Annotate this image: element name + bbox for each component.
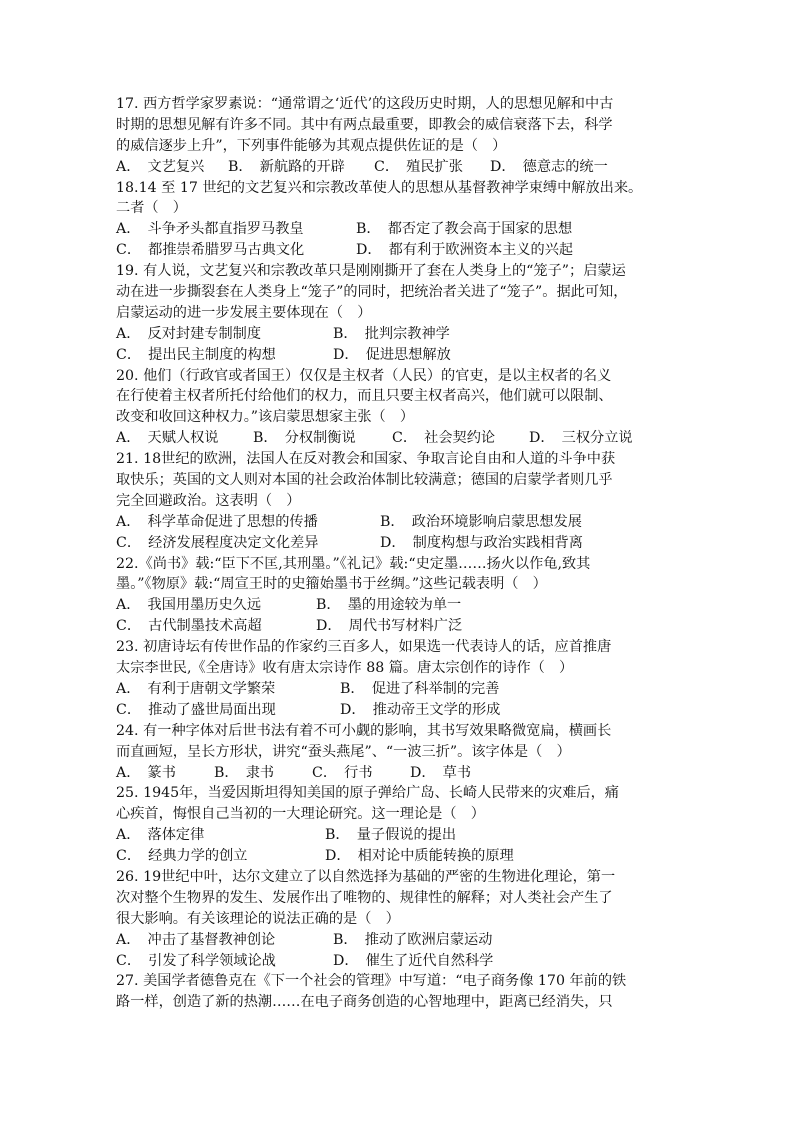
option-d: D． 都有利于欧洲资本主义的兴起 — [356, 242, 574, 259]
question-text: 时期的思想见解有许多不同。其中有两点最重要，即教会的威信衰落下去，科学 — [116, 116, 613, 133]
question-19 — [116, 261, 682, 365]
option-b: B． 隶书 — [214, 764, 275, 781]
question-text: 在行使着主权者所托付给他们的权力，而且只要主权者高兴，他们就可以限制、 — [116, 388, 613, 405]
option-row — [116, 533, 682, 554]
option-row — [116, 324, 682, 345]
option-row — [116, 345, 682, 366]
question-text: 二者（ ） — [116, 200, 187, 217]
question-text: 很大影响。有关该理论的说法正确的是（ ） — [116, 910, 400, 927]
option-b: B． 促进了科举制的完善 — [340, 680, 500, 697]
question-text: 而直画短，呈长方形状，讲究“蚕头燕尾”、“一波三折”。该字体是（ ） — [116, 743, 571, 760]
option-d: D． 推动帝王文学的形成 — [340, 701, 501, 718]
option-row — [116, 930, 682, 951]
option-row — [116, 595, 682, 616]
option-d: D． 周代书写材料广泛 — [316, 618, 463, 635]
option-d: D． 相对论中质能转换的原理 — [325, 848, 514, 865]
question-text: 19. 有人说，文艺复兴和宗教改革只是刚刚撕开了套在人类身上的“笼子”；启蒙运 — [116, 263, 626, 280]
question-25 — [116, 783, 682, 867]
option-b: B． 推动了欧洲启蒙运动 — [333, 931, 493, 948]
option-c: C． 经济发展程度决定文化差异 — [116, 534, 319, 551]
option-b: B． 墨的用途较为单一 — [316, 597, 462, 614]
option-b: B． 新航路的开辟 — [228, 158, 345, 175]
question-text: 的威信逐步上升”，下列事件能够为其观点提供佐证的是（ ） — [116, 137, 507, 154]
question-text: 23. 初唐诗坛有传世作品的作家约三百多人，如果选一代表诗人的话，应首推唐 — [116, 639, 612, 656]
option-a: A． 我国用墨历史久远 — [116, 597, 262, 614]
option-d: D． 制度构想与政治实践相背离 — [380, 534, 583, 551]
question-18 — [116, 178, 682, 262]
option-a: A． 有利于唐朝文学繁荣 — [116, 680, 276, 697]
question-24 — [116, 721, 682, 784]
option-c: C． 提出民主制度的构想 — [116, 346, 276, 363]
option-d: D． 草书 — [410, 764, 472, 781]
option-row — [116, 157, 682, 178]
option-c: C． 古代制墨技术高超 — [116, 618, 262, 635]
question-text: 心疾首，悔恨自己当初的一大理论研究。这一理论是（ ） — [116, 806, 485, 823]
question-text: 太宗李世民,《全唐诗》收有唐太宗诗作 88 篇。唐太宗创作的诗作（ ） — [116, 660, 574, 677]
question-text: 改变和收回这种权力。”该启蒙思想家主张（ ） — [116, 409, 415, 426]
option-c: C． 行书 — [312, 764, 373, 781]
option-c: C． 社会契约论 — [392, 430, 496, 447]
question-text: 墨。”《物原》载:“周宣王时的史籀始墨书于丝绸。”这些记载表明（ ） — [116, 576, 547, 593]
question-22 — [116, 554, 682, 638]
option-b: B． 分权制衡说 — [253, 430, 356, 447]
question-text: 完全回避政治。这表明（ ） — [116, 492, 301, 509]
option-c: C． 殖民扩张 — [374, 158, 463, 175]
option-d: D． 德意志的统一 — [490, 158, 608, 175]
question-21 — [116, 449, 682, 553]
option-row — [116, 700, 682, 721]
option-c: C． 推动了盛世局面出现 — [116, 701, 276, 718]
option-c: C． 都推崇希腊罗马古典文化 — [116, 242, 305, 259]
question-27 — [116, 971, 682, 1013]
option-a: A． 冲击了基督教神创论 — [116, 931, 276, 948]
option-b: B． 政治环境影响启蒙思想发展 — [380, 513, 582, 530]
question-text: 22.《尚书》载:“臣下不匡,其刑墨。”《礼记》载:“史定墨……扬火以作龟,致其 — [116, 555, 591, 572]
option-row — [116, 679, 682, 700]
question-text: 21. 18世纪的欧洲，法国人在反对教会和国家、争取言论自由和人道的斗争中获 — [116, 451, 616, 468]
question-text: 27. 美国学者德鲁克在《下一个社会的管理》中写道：“电子商务像 170 年前的铁 — [116, 973, 627, 990]
question-17 — [116, 94, 682, 178]
question-text: 动在进一步撕裂套在人类身上“笼子”的同时，把统治者关进了“笼子”。据此可知， — [116, 284, 628, 301]
option-b: B． 批判宗教神学 — [333, 325, 450, 342]
option-c: C． 经典力学的创立 — [116, 848, 248, 865]
exam-page — [116, 94, 682, 1013]
question-text: 17. 西方哲学家罗素说：“通常谓之‘近代’的这段历史时期，人的思想见解和中古 — [116, 96, 614, 112]
option-row — [116, 763, 682, 784]
option-row — [116, 616, 682, 637]
option-a: A． 落体定律 — [116, 827, 205, 844]
option-row — [116, 240, 682, 261]
option-row — [116, 428, 682, 449]
option-a: A． 斗争矛头都直指罗马教皇 — [116, 221, 304, 238]
question-text: 次对整个生物界的发生、发展作出了唯物的、规律性的解释；对人类社会产生了 — [116, 889, 613, 906]
option-a: A． 篆书 — [116, 764, 176, 781]
question-23 — [116, 637, 682, 721]
option-row — [116, 512, 682, 533]
question-text: 24. 有一种字体对后世书法有着不可小觑的影响，其书写效果略微宽扁，横画长 — [116, 722, 612, 739]
question-text: 25. 1945年，当爱因斯坦得知美国的原子弹给广岛、长崎人民带来的灾难后，痛 — [116, 785, 619, 802]
question-text: 路一样，创造了新的热潮……在电子商务创造的心智地理中，距离已经消失，只 — [116, 994, 613, 1011]
option-b: B． 量子假说的提出 — [325, 827, 457, 844]
question-26 — [116, 867, 682, 971]
option-a: A． 科学革命促进了思想的传播 — [116, 513, 318, 530]
option-row — [116, 219, 682, 240]
option-row — [116, 846, 682, 867]
option-a: A． 反对封建专制制度 — [116, 325, 262, 342]
question-20 — [116, 366, 682, 450]
question-text: 取快乐；英国的文人则对本国的社会政治体制比较满意；德国的启蒙学者则几乎 — [116, 472, 613, 489]
question-text: 20. 他们（行政官或者国王）仅仅是主权者（人民）的官吏，是以主权者的名义 — [116, 367, 612, 384]
option-d: D． 促进思想解放 — [333, 346, 451, 363]
question-text: 18.14 至 17 世纪的文艺复兴和宗教改革使人的思想从基督教神学束缚中解放出来。 — [116, 179, 643, 196]
option-d: D． 催生了近代自然科学 — [333, 952, 494, 969]
option-row — [116, 951, 682, 972]
option-a: A． 天赋人权说 — [116, 430, 219, 447]
option-b: B． 都否定了教会高于国家的思想 — [356, 221, 573, 238]
option-row — [116, 825, 682, 846]
option-c: C． 引发了科学领域论战 — [116, 952, 276, 969]
question-text: 启蒙运动的进一步发展主要体现在（ ） — [116, 304, 372, 321]
option-d: D． 三权分立说 — [529, 430, 633, 447]
question-text: 26. 19世纪中叶，达尔文建立了以自然选择为基础的严密的生物进化理论，第一 — [116, 868, 616, 885]
option-a: A． 文艺复兴 — [116, 158, 205, 175]
